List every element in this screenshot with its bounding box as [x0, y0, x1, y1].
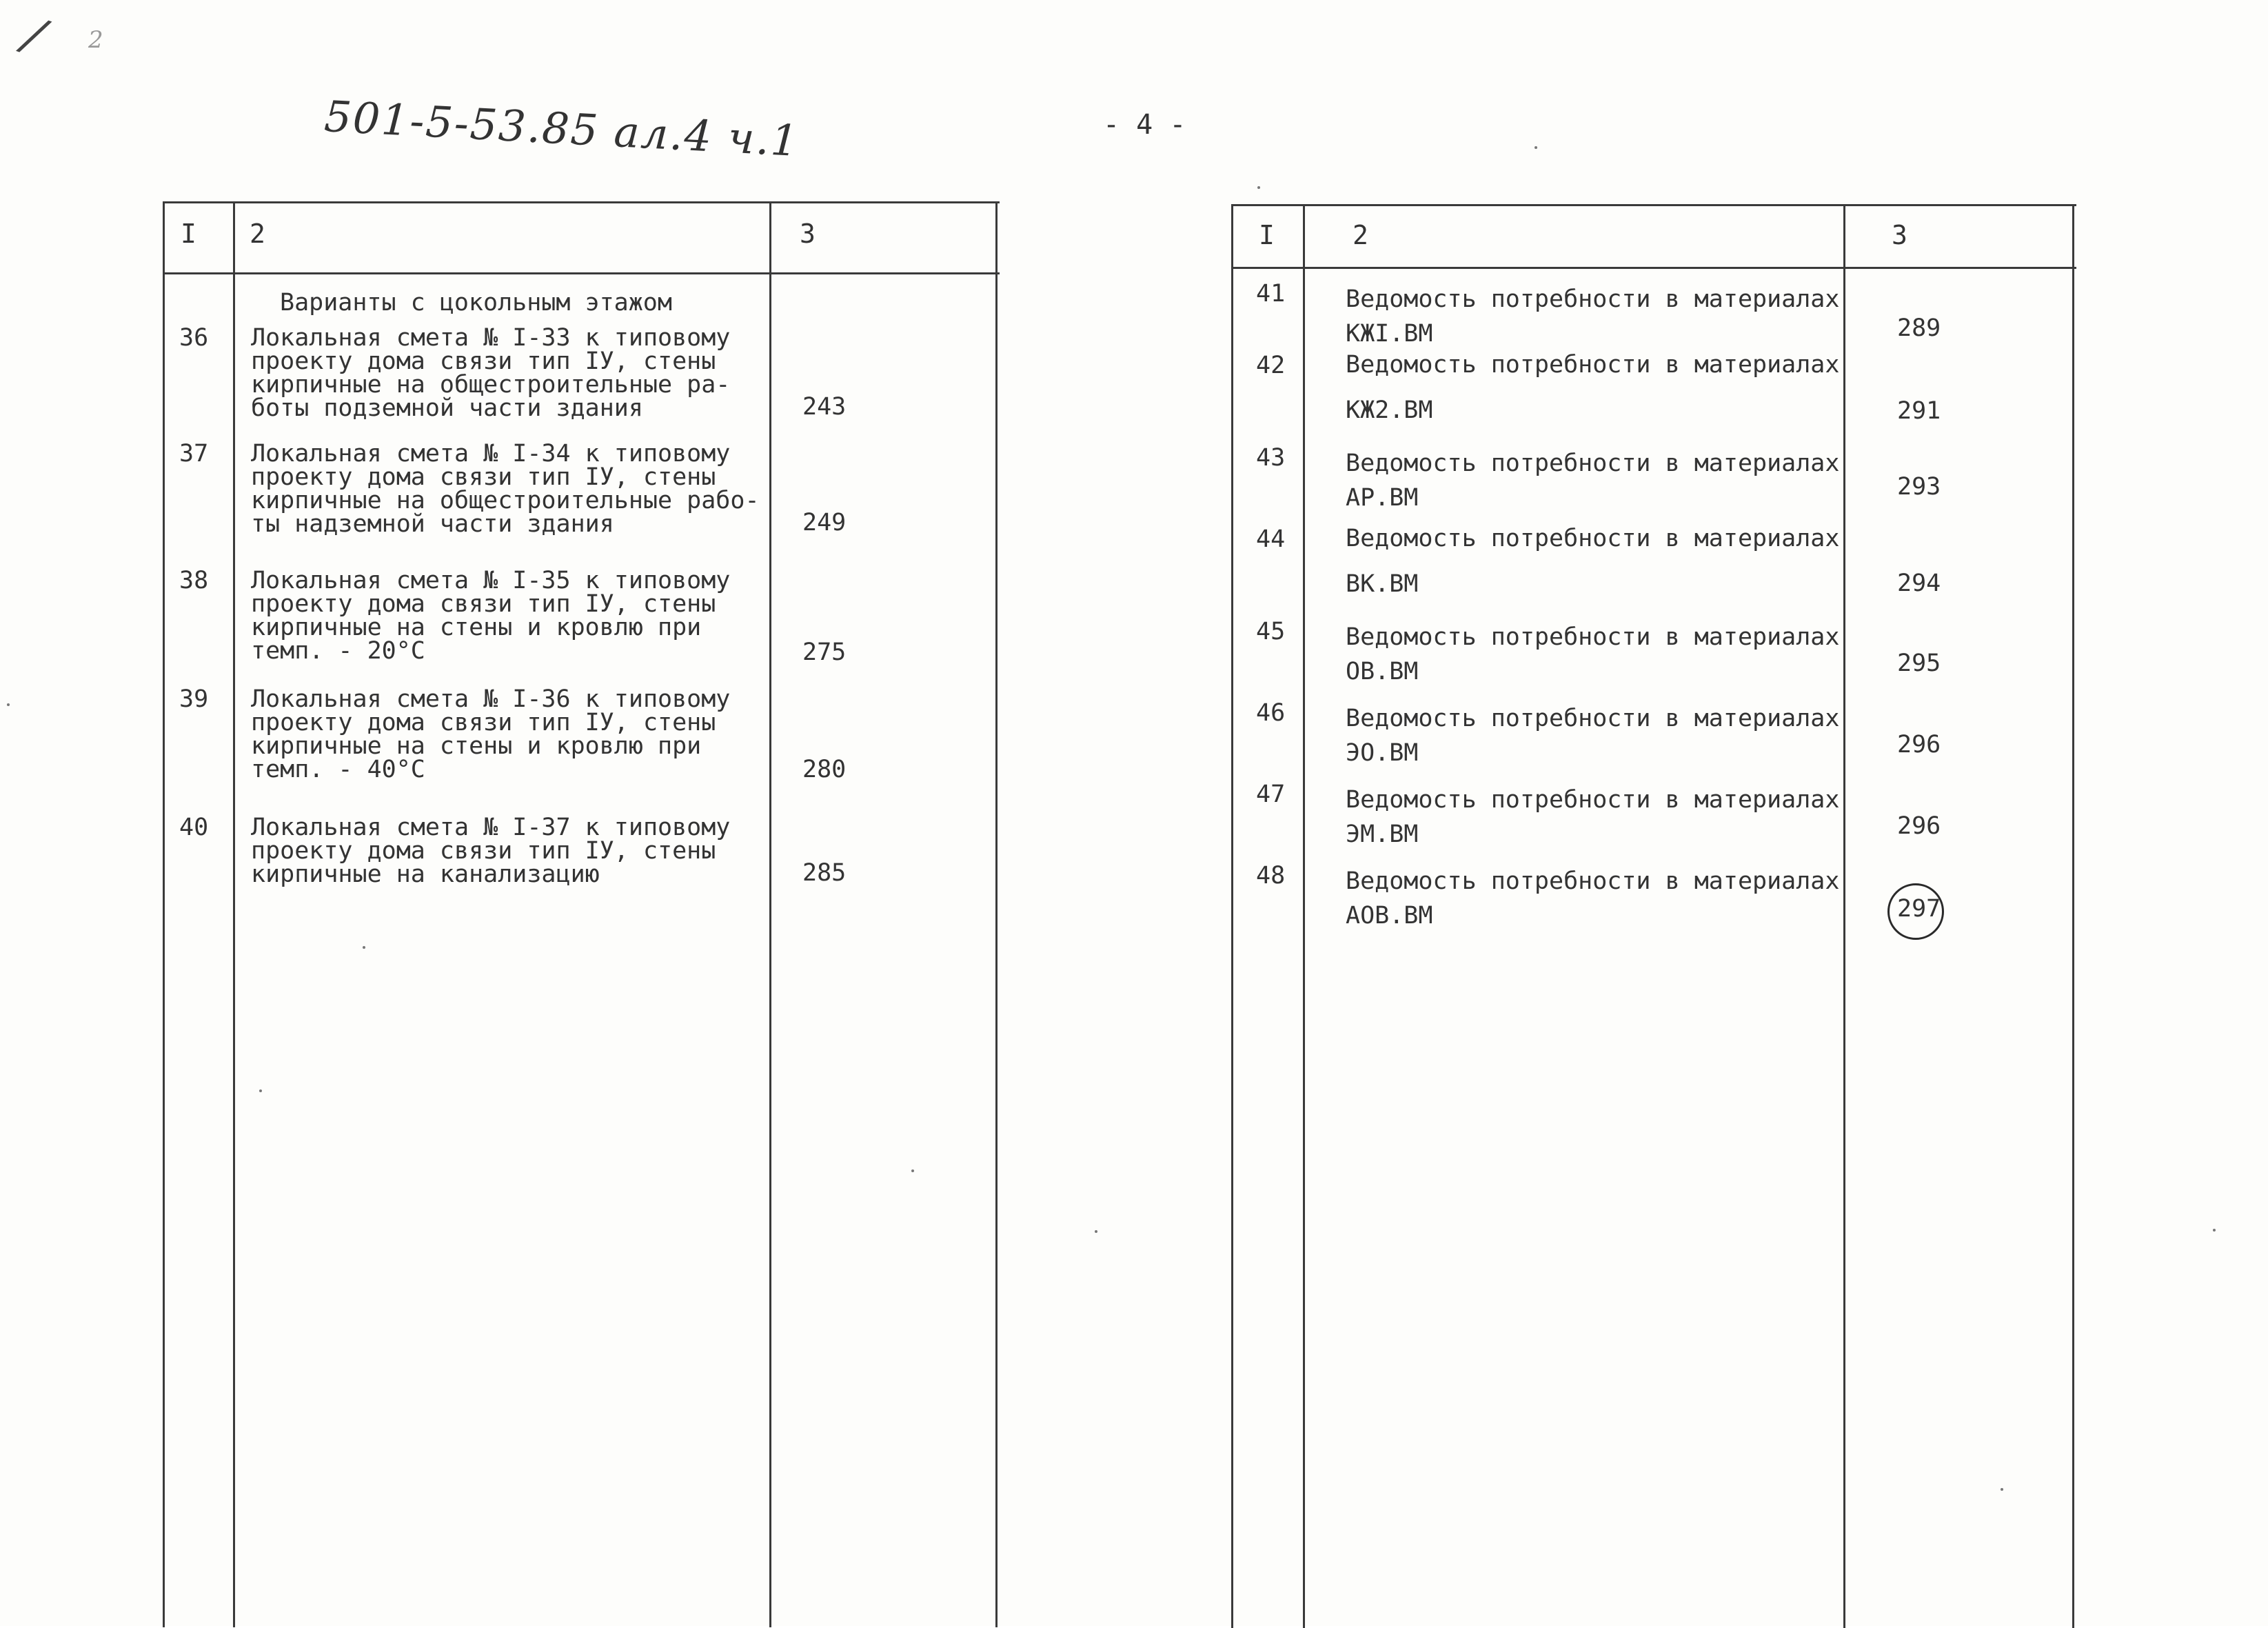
scan-speck	[363, 946, 365, 949]
row-number: 40	[179, 814, 209, 841]
row-description: Локальная смета № I-36 к типовому проекту дома связи тип IУ, стены кирпичные на стены и кровлю при темп. - 40°С	[251, 685, 731, 783]
left-table	[163, 201, 1000, 1627]
scan-speck	[1095, 1230, 1097, 1233]
right-col-header-2: 2	[1353, 220, 1368, 250]
row-page: 249	[802, 509, 847, 536]
left-table-header	[163, 203, 1000, 274]
table-row	[163, 326, 990, 423]
table-row	[163, 442, 990, 539]
row-page: 275	[802, 639, 847, 666]
row-page: 293	[1897, 473, 1941, 501]
row-description: Ведомость потребности в материалах ОВ.ВМ	[1346, 623, 1840, 685]
row-description: Локальная смета № I-37 к типовому проекту дома связи тип IУ, стены кирпичные на канализацию	[251, 814, 731, 888]
row-number: 36	[179, 324, 209, 352]
table-row	[163, 687, 990, 784]
table-row	[1231, 620, 2065, 689]
scan-speck	[2001, 1488, 2003, 1491]
right-table	[1231, 204, 2076, 1628]
row-number: 42	[1256, 352, 1286, 379]
right-col-header-1: I	[1259, 220, 1275, 250]
table-row	[1231, 701, 2065, 770]
row-description: Ведомость потребности в материалах АР.ВМ	[1346, 450, 1840, 512]
row-description: Ведомость потребности в материалах АОВ.ВМ	[1346, 867, 1840, 929]
table-row	[1231, 351, 2065, 443]
row-page: 294	[1897, 570, 1941, 597]
row-number: 48	[1256, 862, 1286, 890]
row-page: 285	[802, 859, 847, 887]
corner-handwritten-mark-small: 2	[88, 26, 103, 54]
row-page: 295	[1897, 650, 1941, 677]
row-number: 47	[1256, 781, 1286, 808]
row-page: 243	[802, 393, 847, 421]
left-col-header-2: 2	[250, 219, 265, 249]
section-heading: Варианты с цокольным этажом	[280, 289, 672, 316]
right-table-border-right	[2072, 206, 2074, 1628]
row-page: 296	[1897, 731, 1941, 758]
row-description: Локальная смета № I-33 к типовому проекту дома связи тип IУ, стены кирпичные на общестроительные ра- боты подземной части здания	[251, 324, 731, 422]
row-number: 46	[1256, 699, 1286, 727]
row-number: 43	[1256, 444, 1286, 472]
scan-speck	[259, 1089, 262, 1092]
corner-handwritten-mark: /	[17, 6, 52, 65]
row-page: 291	[1897, 397, 1941, 425]
table-row	[1231, 282, 2065, 351]
row-number: 41	[1256, 280, 1286, 308]
row-description: Ведомость потребности в материалах КЖ2.ВМ	[1346, 351, 1840, 424]
row-page: 289	[1897, 314, 1941, 342]
left-col-header-1: I	[181, 219, 196, 249]
row-page: 280	[802, 756, 847, 783]
scan-speck	[1257, 186, 1260, 189]
page-circle-mark	[1887, 883, 1944, 940]
scan-speck	[911, 1169, 914, 1172]
table-row	[1231, 446, 2065, 515]
right-col-header-3: 3	[1892, 220, 1907, 250]
row-number: 45	[1256, 618, 1286, 645]
row-page-circled: 297	[1897, 895, 1941, 923]
scan-speck	[7, 703, 10, 706]
table-row	[1231, 864, 2065, 933]
left-table-border-right	[995, 203, 998, 1627]
table-row	[163, 816, 990, 892]
row-number: 44	[1256, 525, 1286, 553]
document-code: 501-5-53.85 ал.4 ч.1	[323, 90, 801, 167]
row-page: 296	[1897, 812, 1941, 840]
table-row	[1231, 783, 2065, 852]
row-number: 39	[179, 685, 209, 713]
page-number: - 4 -	[1103, 109, 1186, 141]
table-row	[1231, 527, 2065, 617]
scan-speck	[1535, 146, 1537, 149]
row-number: 38	[179, 567, 209, 594]
row-description: Ведомость потребности в материалах ЭМ.ВМ	[1346, 786, 1840, 848]
table-row	[163, 569, 990, 665]
row-description: Ведомость потребности в материалах ВК.ВМ	[1346, 525, 1840, 598]
row-description: Ведомость потребности в материалах ЭО.ВМ	[1346, 705, 1840, 767]
row-number: 37	[179, 440, 209, 468]
left-col-header-3: 3	[800, 219, 816, 249]
row-description: Локальная смета № I-35 к типовому проекту дома связи тип IУ, стены кирпичные на стены и кровлю при темп. - 20°С	[251, 567, 731, 665]
row-description: Ведомость потребности в материалах КЖI.ВМ	[1346, 285, 1840, 348]
scan-speck	[2213, 1229, 2216, 1232]
row-description: Локальная смета № I-34 к типовому проекту дома связи тип IУ, стены кирпичные на общестроительные рабо- ты надземной части здания	[251, 440, 760, 538]
